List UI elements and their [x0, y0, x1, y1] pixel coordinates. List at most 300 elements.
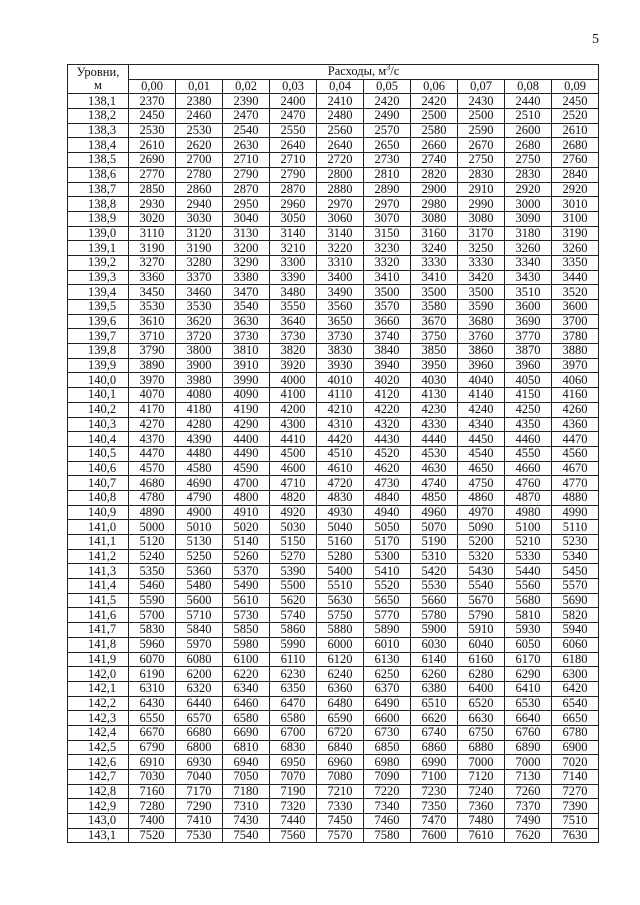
flow-value-cell: 3380 — [223, 270, 270, 285]
flow-value-cell: 4560 — [552, 446, 599, 461]
row-level-cell: 138,3 — [68, 123, 129, 138]
table-row — [68, 300, 599, 315]
row-level-cell: 139,7 — [68, 329, 129, 344]
flow-value-cell: 7390 — [552, 799, 599, 814]
table-row — [68, 711, 599, 726]
flow-value-cell: 7490 — [505, 814, 552, 829]
flow-value-cell: 3950 — [411, 358, 458, 373]
flow-value-cell: 3190 — [552, 226, 599, 241]
flow-value-cell: 4940 — [364, 505, 411, 520]
flow-value-cell: 3410 — [411, 270, 458, 285]
flow-value-cell: 7400 — [129, 814, 176, 829]
flow-value-cell: 6580 — [270, 711, 317, 726]
flow-value-cell: 4300 — [270, 417, 317, 432]
flow-value-cell: 2670 — [458, 138, 505, 153]
flow-value-cell: 3440 — [552, 270, 599, 285]
flow-value-cell: 6640 — [505, 711, 552, 726]
flow-value-cell: 4480 — [176, 446, 223, 461]
flow-value-cell: 2830 — [505, 167, 552, 182]
flow-value-cell: 3980 — [176, 373, 223, 388]
flow-value-cell: 6480 — [317, 696, 364, 711]
row-level-cell: 140,3 — [68, 417, 129, 432]
flow-header-suffix: /с — [390, 64, 400, 79]
flow-value-cell: 6810 — [223, 740, 270, 755]
row-level-cell: 142,2 — [68, 696, 129, 711]
header-row-columns — [68, 79, 599, 94]
flow-value-cell: 4020 — [364, 373, 411, 388]
flow-value-cell: 6750 — [458, 725, 505, 740]
flow-value-cell: 3390 — [270, 270, 317, 285]
flow-value-cell: 2490 — [364, 109, 411, 124]
flow-value-cell: 6410 — [505, 681, 552, 696]
table-row — [68, 109, 599, 124]
table-row — [68, 285, 599, 300]
rating-table — [67, 64, 599, 843]
flow-value-cell: 4910 — [223, 505, 270, 520]
row-level-cell: 139,0 — [68, 226, 129, 241]
flow-value-cell: 6290 — [505, 667, 552, 682]
table-row — [68, 505, 599, 520]
flow-value-cell: 7000 — [458, 755, 505, 770]
table-row — [68, 799, 599, 814]
flow-value-cell: 5010 — [176, 520, 223, 535]
flow-value-cell: 2840 — [552, 167, 599, 182]
flow-value-cell: 4350 — [505, 417, 552, 432]
flow-value-cell: 3000 — [505, 197, 552, 212]
flow-value-cell: 4400 — [223, 432, 270, 447]
flow-value-cell: 4570 — [129, 461, 176, 476]
flow-value-cell: 3480 — [270, 285, 317, 300]
flow-value-cell: 5050 — [364, 520, 411, 535]
flow-value-cell: 4100 — [270, 388, 317, 403]
flow-value-cell: 3370 — [176, 270, 223, 285]
flow-value-cell: 4960 — [411, 505, 458, 520]
flow-value-cell: 5690 — [552, 593, 599, 608]
flow-value-cell: 5560 — [505, 579, 552, 594]
flow-value-cell: 5770 — [364, 608, 411, 623]
flow-value-cell: 6950 — [270, 755, 317, 770]
flow-value-cell: 6430 — [129, 696, 176, 711]
flow-value-cell: 2420 — [364, 94, 411, 109]
flow-value-cell: 3500 — [364, 285, 411, 300]
flow-value-cell: 7450 — [317, 814, 364, 829]
flow-value-cell: 5100 — [505, 520, 552, 535]
flow-value-cell: 5440 — [505, 564, 552, 579]
flow-value-cell: 5530 — [411, 579, 458, 594]
flow-value-cell: 5740 — [270, 608, 317, 623]
table-row — [68, 329, 599, 344]
table-row — [68, 476, 599, 491]
flow-value-cell: 6530 — [505, 696, 552, 711]
flow-value-cell: 7170 — [176, 784, 223, 799]
flow-value-cell: 6510 — [411, 696, 458, 711]
flow-value-cell: 3860 — [458, 344, 505, 359]
flow-value-cell: 4220 — [364, 402, 411, 417]
flow-value-cell: 4990 — [552, 505, 599, 520]
flow-value-cell: 4190 — [223, 402, 270, 417]
flow-value-cell: 3110 — [129, 226, 176, 241]
table-row — [68, 520, 599, 535]
flow-value-cell: 7050 — [223, 770, 270, 785]
flow-value-cell: 5710 — [176, 608, 223, 623]
row-level-cell: 143,1 — [68, 828, 129, 843]
flow-value-cell: 7430 — [223, 814, 270, 829]
flow-value-cell: 2780 — [176, 167, 223, 182]
flow-value-cell: 2470 — [223, 109, 270, 124]
flow-value-cell: 5330 — [505, 549, 552, 564]
flow-value-cell: 4620 — [364, 461, 411, 476]
flow-value-cell: 5430 — [458, 564, 505, 579]
flow-value-cell: 2390 — [223, 94, 270, 109]
row-level-cell: 141,3 — [68, 564, 129, 579]
flow-value-cell: 3970 — [552, 358, 599, 373]
flow-value-cell: 4720 — [317, 476, 364, 491]
flow-value-cell: 6790 — [129, 740, 176, 755]
flow-value-cell: 3350 — [552, 255, 599, 270]
flow-value-cell: 2450 — [552, 94, 599, 109]
flow-value-cell: 4030 — [411, 373, 458, 388]
flow-value-cell: 3530 — [129, 300, 176, 315]
row-level-cell: 141,4 — [68, 579, 129, 594]
flow-value-cell: 2690 — [129, 153, 176, 168]
flow-value-cell: 6300 — [552, 667, 599, 682]
flow-value-cell: 4410 — [270, 432, 317, 447]
flow-value-cell: 5840 — [176, 623, 223, 638]
flow-value-cell: 5390 — [270, 564, 317, 579]
row-level-cell: 142,5 — [68, 740, 129, 755]
flow-value-cell: 6630 — [458, 711, 505, 726]
flow-value-cell: 3400 — [317, 270, 364, 285]
flow-value-cell: 5900 — [411, 623, 458, 638]
flow-value-cell: 4750 — [458, 476, 505, 491]
flow-value-cell: 5210 — [505, 535, 552, 550]
flow-value-cell: 6100 — [223, 652, 270, 667]
flow-value-cell: 3320 — [364, 255, 411, 270]
flow-value-cell: 3080 — [411, 211, 458, 226]
flow-value-cell: 6200 — [176, 667, 223, 682]
flow-value-cell: 6160 — [458, 652, 505, 667]
flow-value-cell: 6110 — [270, 652, 317, 667]
flow-value-cell: 5940 — [552, 623, 599, 638]
flow-value-cell: 4440 — [411, 432, 458, 447]
flow-value-cell: 2680 — [552, 138, 599, 153]
flow-value-cell: 3540 — [223, 300, 270, 315]
flow-value-cell: 4730 — [364, 476, 411, 491]
flow-value-cell: 2460 — [176, 109, 223, 124]
flow-value-cell: 4860 — [458, 490, 505, 505]
flow-value-cell: 5320 — [458, 549, 505, 564]
flow-value-cell: 6590 — [317, 711, 364, 726]
table-row — [68, 446, 599, 461]
flow-value-cell: 2760 — [552, 153, 599, 168]
flow-value-cell: 4840 — [364, 490, 411, 505]
flow-value-cell: 3920 — [270, 358, 317, 373]
flow-value-cell: 2400 — [270, 94, 317, 109]
column-header: 0,06 — [411, 79, 458, 94]
flow-value-cell: 6740 — [411, 725, 458, 740]
flow-value-cell: 5170 — [364, 535, 411, 550]
table-row — [68, 270, 599, 285]
flow-value-cell: 7000 — [505, 755, 552, 770]
flow-value-cell: 4670 — [552, 461, 599, 476]
column-header: 0,03 — [270, 79, 317, 94]
flow-value-cell: 3750 — [411, 329, 458, 344]
flow-value-cell: 3360 — [129, 270, 176, 285]
flow-value-cell: 3410 — [364, 270, 411, 285]
flow-value-cell: 7290 — [176, 799, 223, 814]
flow-value-cell: 2720 — [317, 153, 364, 168]
flow-value-cell: 5300 — [364, 549, 411, 564]
flow-value-cell: 3700 — [552, 314, 599, 329]
flow-value-cell: 3800 — [176, 344, 223, 359]
flow-value-cell: 5820 — [552, 608, 599, 623]
flow-value-cell: 4090 — [223, 388, 270, 403]
flow-value-cell: 4970 — [458, 505, 505, 520]
flow-value-cell: 6080 — [176, 652, 223, 667]
flow-value-cell: 3150 — [364, 226, 411, 241]
flow-value-cell: 2380 — [176, 94, 223, 109]
table-row — [68, 652, 599, 667]
flow-value-cell: 6400 — [458, 681, 505, 696]
flow-value-cell: 7360 — [458, 799, 505, 814]
table-row — [68, 623, 599, 638]
flow-value-cell: 2810 — [364, 167, 411, 182]
flow-value-cell: 2770 — [129, 167, 176, 182]
flow-value-cell: 5270 — [270, 549, 317, 564]
flow-value-cell: 5860 — [270, 623, 317, 638]
flow-value-cell: 5500 — [270, 579, 317, 594]
flow-value-cell: 3300 — [270, 255, 317, 270]
flow-value-cell: 4540 — [458, 446, 505, 461]
flow-value-cell: 7090 — [364, 770, 411, 785]
flow-value-cell: 3670 — [411, 314, 458, 329]
flow-value-cell: 3290 — [223, 255, 270, 270]
row-level-cell: 140,2 — [68, 402, 129, 417]
flow-value-cell: 2580 — [411, 123, 458, 138]
flow-value-cell: 5670 — [458, 593, 505, 608]
row-level-cell: 139,2 — [68, 255, 129, 270]
flow-value-cell: 7070 — [270, 770, 317, 785]
flow-value-cell: 6420 — [552, 681, 599, 696]
flow-value-cell: 2700 — [176, 153, 223, 168]
flow-value-cell: 6260 — [411, 667, 458, 682]
flow-value-cell: 6600 — [364, 711, 411, 726]
flow-value-cell: 3190 — [176, 241, 223, 256]
flow-value-cell: 5650 — [364, 593, 411, 608]
flow-value-cell: 3270 — [129, 255, 176, 270]
flow-value-cell: 6550 — [129, 711, 176, 726]
table-row — [68, 490, 599, 505]
level-column-header — [68, 65, 129, 94]
row-level-cell: 139,1 — [68, 241, 129, 256]
row-level-cell: 138,5 — [68, 153, 129, 168]
flow-value-cell: 2950 — [223, 197, 270, 212]
flow-value-cell: 5400 — [317, 564, 364, 579]
flow-value-cell: 6140 — [411, 652, 458, 667]
flow-value-cell: 4530 — [411, 446, 458, 461]
table-row — [68, 828, 599, 843]
table-row — [68, 784, 599, 799]
flow-value-cell: 5780 — [411, 608, 458, 623]
flow-value-cell: 5750 — [317, 608, 364, 623]
flow-value-cell: 7480 — [458, 814, 505, 829]
row-level-cell: 140,6 — [68, 461, 129, 476]
flow-value-cell: 5930 — [505, 623, 552, 638]
flow-value-cell: 2640 — [270, 138, 317, 153]
table-row — [68, 608, 599, 623]
table-row — [68, 226, 599, 241]
flow-value-cell: 3140 — [270, 226, 317, 241]
flow-value-cell: 6880 — [458, 740, 505, 755]
flow-value-cell: 4710 — [270, 476, 317, 491]
flow-value-cell: 3250 — [458, 241, 505, 256]
flow-value-cell: 3100 — [552, 211, 599, 226]
flow-value-cell: 3500 — [458, 285, 505, 300]
flow-value-cell: 7310 — [223, 799, 270, 814]
flow-value-cell: 6240 — [317, 667, 364, 682]
flow-value-cell: 6320 — [176, 681, 223, 696]
flow-value-cell: 2990 — [458, 197, 505, 212]
table-row — [68, 402, 599, 417]
flow-value-cell: 5980 — [223, 637, 270, 652]
flow-value-cell: 3880 — [552, 344, 599, 359]
table-row — [68, 123, 599, 138]
flow-value-cell: 2960 — [270, 197, 317, 212]
flow-value-cell: 3820 — [270, 344, 317, 359]
flow-value-cell: 6910 — [129, 755, 176, 770]
flow-value-cell: 3910 — [223, 358, 270, 373]
flow-value-cell: 7180 — [223, 784, 270, 799]
flow-value-cell: 6990 — [411, 755, 458, 770]
flow-value-cell: 5610 — [223, 593, 270, 608]
flow-value-cell: 5660 — [411, 593, 458, 608]
flow-value-cell: 4340 — [458, 417, 505, 432]
flow-value-cell: 4890 — [129, 505, 176, 520]
flow-value-cell: 6490 — [364, 696, 411, 711]
table-row — [68, 138, 599, 153]
table-row — [68, 373, 599, 388]
flow-value-cell: 7040 — [176, 770, 223, 785]
flow-value-cell: 6840 — [317, 740, 364, 755]
flow-value-cell: 4060 — [552, 373, 599, 388]
flow-value-cell: 7240 — [458, 784, 505, 799]
row-level-cell: 141,9 — [68, 652, 129, 667]
flow-value-cell: 6980 — [364, 755, 411, 770]
row-level-cell: 139,6 — [68, 314, 129, 329]
flow-value-cell: 5960 — [129, 637, 176, 652]
row-level-cell: 138,8 — [68, 197, 129, 212]
flow-value-cell: 4550 — [505, 446, 552, 461]
flow-value-cell: 4870 — [505, 490, 552, 505]
flow-value-cell: 5370 — [223, 564, 270, 579]
flow-value-cell: 5490 — [223, 579, 270, 594]
flow-value-cell: 5850 — [223, 623, 270, 638]
flow-value-cell: 3840 — [364, 344, 411, 359]
flow-value-cell: 4780 — [129, 490, 176, 505]
flow-value-cell: 4490 — [223, 446, 270, 461]
flow-value-cell: 2560 — [317, 123, 364, 138]
flow-value-cell: 4240 — [458, 402, 505, 417]
row-level-cell: 142,7 — [68, 770, 129, 785]
flow-value-cell: 3770 — [505, 329, 552, 344]
flow-value-cell: 7340 — [364, 799, 411, 814]
flow-value-cell: 3930 — [317, 358, 364, 373]
flow-value-cell: 5420 — [411, 564, 458, 579]
flow-value-cell: 3190 — [129, 241, 176, 256]
flow-value-cell: 3640 — [270, 314, 317, 329]
flow-value-cell: 3960 — [505, 358, 552, 373]
flow-value-cell: 3740 — [364, 329, 411, 344]
flow-value-cell: 4700 — [223, 476, 270, 491]
flow-value-cell: 5990 — [270, 637, 317, 652]
flow-value-cell: 3010 — [552, 197, 599, 212]
flow-value-cell: 2610 — [129, 138, 176, 153]
flow-value-cell: 6680 — [176, 725, 223, 740]
flow-value-cell: 3600 — [552, 300, 599, 315]
flow-value-cell: 2570 — [364, 123, 411, 138]
flow-value-cell: 4660 — [505, 461, 552, 476]
flow-value-cell: 3850 — [411, 344, 458, 359]
flow-value-cell: 6170 — [505, 652, 552, 667]
flow-value-cell: 5340 — [552, 549, 599, 564]
flow-value-cell: 5260 — [223, 549, 270, 564]
flow-value-cell: 2410 — [317, 94, 364, 109]
table-row — [68, 755, 599, 770]
flow-value-cell: 6380 — [411, 681, 458, 696]
flow-value-cell: 4600 — [270, 461, 317, 476]
flow-value-cell: 3230 — [364, 241, 411, 256]
table-row — [68, 579, 599, 594]
flow-value-cell: 3660 — [364, 314, 411, 329]
flow-value-cell: 7610 — [458, 828, 505, 843]
flow-value-cell: 4250 — [505, 402, 552, 417]
flow-value-cell: 3130 — [223, 226, 270, 241]
row-level-cell: 140,1 — [68, 388, 129, 403]
flow-value-cell: 2640 — [317, 138, 364, 153]
flow-value-cell: 2440 — [505, 94, 552, 109]
table-row — [68, 197, 599, 212]
flow-value-cell: 6800 — [176, 740, 223, 755]
flow-value-cell: 6350 — [270, 681, 317, 696]
flow-value-cell: 4430 — [364, 432, 411, 447]
flow-value-cell: 6220 — [223, 667, 270, 682]
flow-value-cell: 5070 — [411, 520, 458, 535]
row-level-cell: 141,7 — [68, 623, 129, 638]
flow-value-cell: 3080 — [458, 211, 505, 226]
flow-value-cell: 4920 — [270, 505, 317, 520]
flow-value-cell: 5190 — [411, 535, 458, 550]
flow-value-cell: 6370 — [364, 681, 411, 696]
flow-value-cell: 5510 — [317, 579, 364, 594]
flow-value-cell: 4080 — [176, 388, 223, 403]
flow-value-cell: 6830 — [270, 740, 317, 755]
table-row — [68, 770, 599, 785]
flow-value-cell: 6620 — [411, 711, 458, 726]
flow-value-cell: 4420 — [317, 432, 364, 447]
flow-value-cell: 5890 — [364, 623, 411, 638]
flow-value-cell: 5570 — [552, 579, 599, 594]
table-row — [68, 564, 599, 579]
flow-value-cell: 3970 — [129, 373, 176, 388]
flow-value-cell: 4150 — [505, 388, 552, 403]
flow-value-cell: 3600 — [505, 300, 552, 315]
flow-value-cell: 3490 — [317, 285, 364, 300]
flow-value-cell: 3140 — [317, 226, 364, 241]
flow-value-cell: 4210 — [317, 402, 364, 417]
flow-value-cell: 5310 — [411, 549, 458, 564]
flow-value-cell: 4510 — [317, 446, 364, 461]
row-level-cell: 138,2 — [68, 109, 129, 124]
